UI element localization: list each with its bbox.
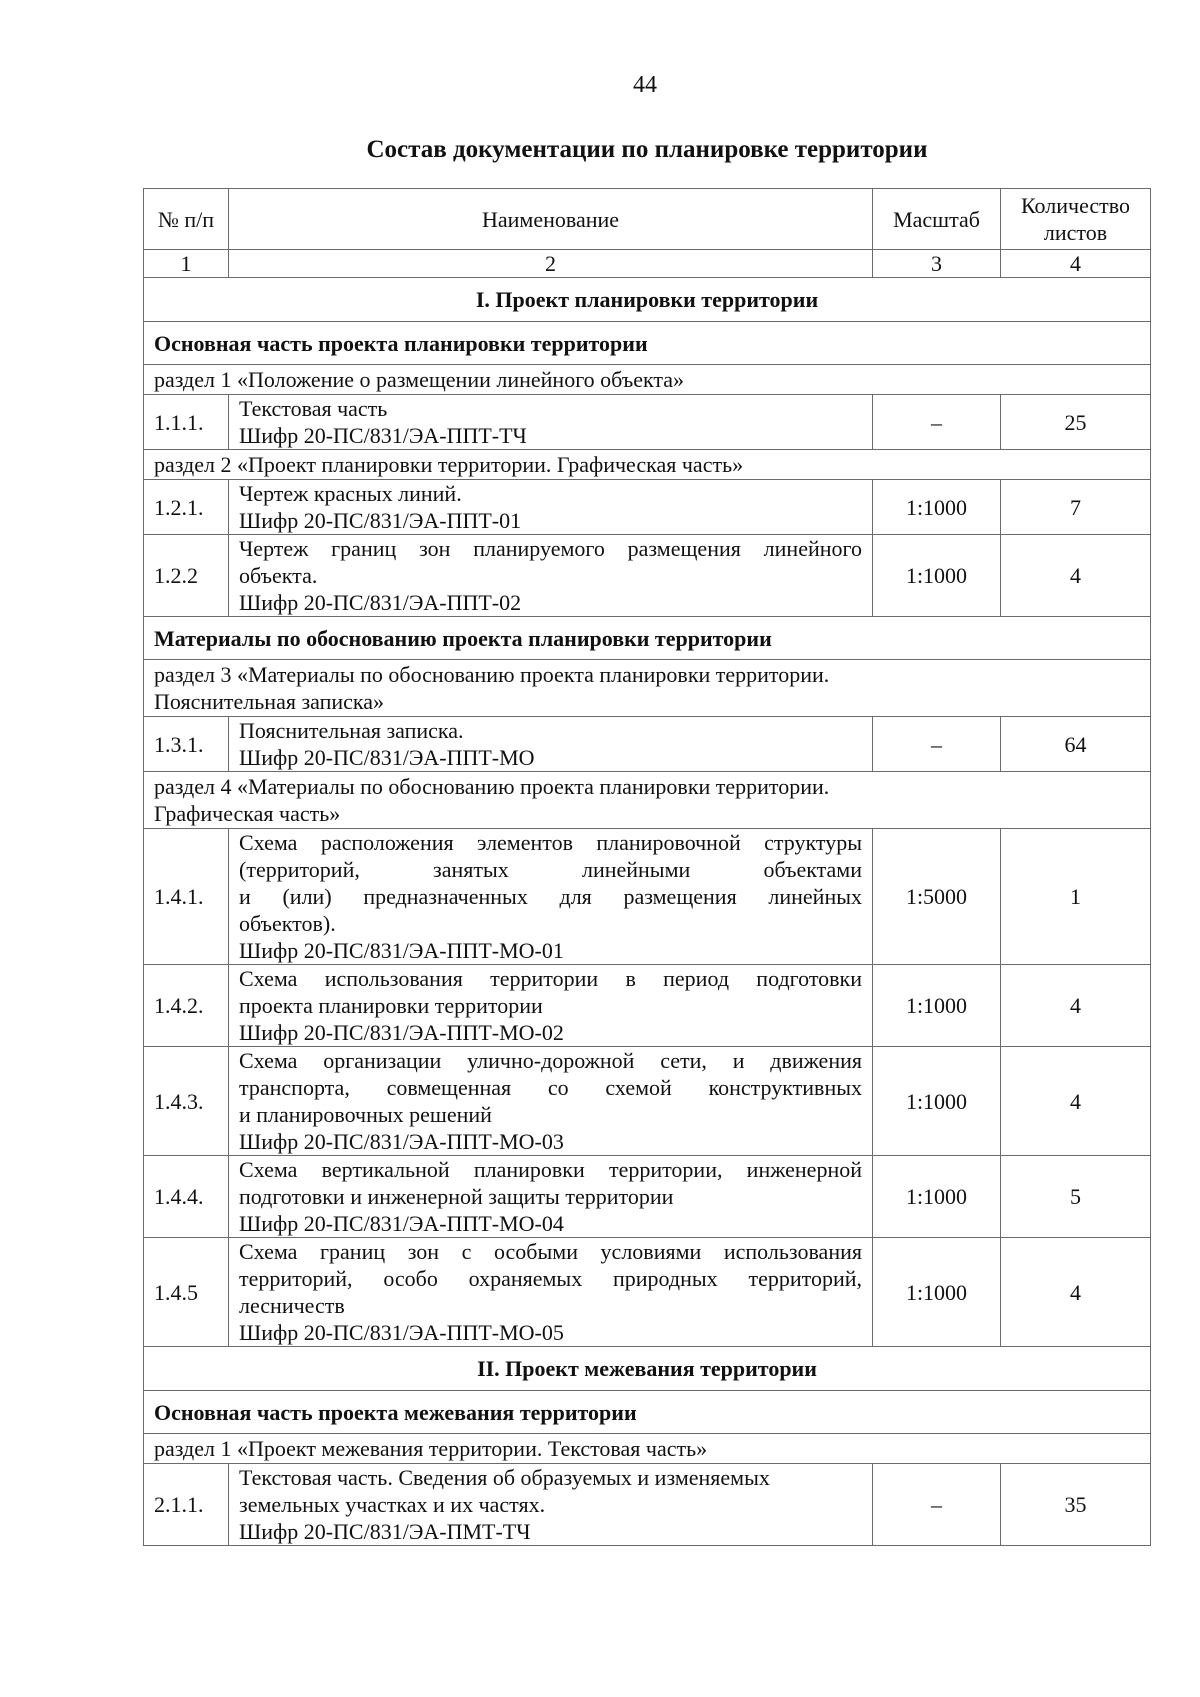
row-code: Шифр 20-ПС/831/ЭА-ППТ-МО (239, 745, 535, 770)
row-scale: – (873, 1464, 1001, 1546)
table-row (144, 965, 1151, 1047)
row-name (229, 395, 873, 450)
row-name (229, 829, 873, 965)
row-sheets: 4 (1001, 1238, 1151, 1347)
table-row (144, 1238, 1151, 1347)
row-code: Шифр 20-ПС/831/ЭА-ПМТ-ТЧ (239, 1519, 531, 1544)
header-sheets-line1: Количество (1020, 193, 1131, 218)
row-name-line: Схема организации улично-дорожной сети, и движения (239, 1048, 862, 1073)
row-number: 1.4.5 (144, 1238, 229, 1347)
row-scale: 1:5000 (873, 829, 1001, 965)
row-name-line: и планировочных решений (239, 1102, 492, 1127)
section-title-line: Пояснительная записка» (154, 689, 385, 714)
row-number: 1.1.1. (144, 395, 229, 450)
row-number: 1.3.1. (144, 717, 229, 772)
page-number: 44 (633, 72, 657, 98)
documentation-table (143, 188, 1151, 1546)
row-code: Шифр 20-ПС/831/ЭА-ППТ-МО-05 (239, 1320, 564, 1345)
row-name-line: Текстовая часть. Сведения об образуемых и изменяемых (239, 1465, 770, 1490)
row-number: 1.2.2 (144, 535, 229, 617)
row-name (229, 717, 873, 772)
row-sheets: 5 (1001, 1156, 1151, 1238)
row-scale: 1:1000 (873, 1238, 1001, 1347)
table-row (144, 535, 1151, 617)
column-number: 3 (873, 250, 1001, 278)
section-row (144, 660, 1151, 717)
section-row (144, 450, 1151, 480)
row-scale: 1:1000 (873, 965, 1001, 1047)
row-code: Шифр 20-ПС/831/ЭА-ППТ-02 (239, 590, 522, 615)
table-row (144, 1047, 1151, 1156)
row-name-line: Текстовая часть (239, 396, 388, 421)
row-code: Шифр 20-ПС/831/ЭА-ППТ-МО-04 (239, 1211, 564, 1236)
part-heading: I. Проект планировки территории (144, 278, 1151, 322)
row-name-line: объектов). (239, 911, 336, 936)
subpart-heading-row (144, 1391, 1151, 1434)
row-name-line: и (или) предназначенных для размещения линейных (239, 884, 862, 909)
row-number: 1.4.2. (144, 965, 229, 1047)
row-scale: 1:1000 (873, 1047, 1001, 1156)
subpart-heading: Материалы по обоснованию проекта планировки территории (144, 617, 1151, 660)
row-sheets: 1 (1001, 829, 1151, 965)
row-scale: – (873, 717, 1001, 772)
row-sheets: 25 (1001, 395, 1151, 450)
row-sheets: 4 (1001, 965, 1151, 1047)
section-title-line: раздел 3 «Материалы по обоснованию проекта планировки территории. (154, 662, 830, 687)
header-scale: Масштаб (873, 189, 1001, 250)
section-title: раздел 2 «Проект планировки территории. Графическая часть» (144, 450, 1151, 480)
row-sheets: 4 (1001, 1047, 1151, 1156)
section-title-line: Графическая часть» (154, 801, 341, 826)
row-name-line: Чертеж красных линий. (239, 481, 462, 506)
row-number: 1.4.4. (144, 1156, 229, 1238)
row-name-line: Схема использования территории в период подготовки (239, 966, 862, 991)
header-num: № п/п (144, 189, 229, 250)
row-name-line: подготовки и инженерной защиты территории (239, 1184, 674, 1209)
row-name (229, 1464, 873, 1546)
table-row (144, 395, 1151, 450)
table-header-row (144, 189, 1151, 250)
row-name-line: земельных участках и их частях. (239, 1492, 546, 1517)
table-row (144, 1464, 1151, 1546)
column-numbers-row (144, 250, 1151, 278)
column-number: 1 (144, 250, 229, 278)
column-number: 4 (1001, 250, 1151, 278)
section-title-line: раздел 4 «Материалы по обоснованию проекта планировки территории. (154, 774, 830, 799)
part-heading: II. Проект межевания территории (144, 1347, 1151, 1391)
row-name-line: Схема границ зон с особыми условиями использования (239, 1239, 862, 1264)
row-sheets: 7 (1001, 480, 1151, 535)
row-number: 1.2.1. (144, 480, 229, 535)
row-name-line: Чертеж границ зон планируемого размещения линейного (239, 536, 862, 561)
row-name-line: транспорта, совмещенная со схемой конструктивных (239, 1075, 862, 1100)
row-code: Шифр 20-ПС/831/ЭА-ППТ-ТЧ (239, 423, 527, 448)
section-row (144, 365, 1151, 395)
row-name-line: территорий, особо охраняемых природных территорий, (239, 1266, 862, 1291)
part-heading-row (144, 1347, 1151, 1391)
row-sheets: 64 (1001, 717, 1151, 772)
table-row (144, 1156, 1151, 1238)
row-code: Шифр 20-ПС/831/ЭА-ППТ-МО-02 (239, 1020, 564, 1045)
row-code: Шифр 20-ПС/831/ЭА-ППТ-01 (239, 508, 522, 533)
row-scale: 1:1000 (873, 480, 1001, 535)
row-number: 2.1.1. (144, 1464, 229, 1546)
row-name-line: проекта планировки территории (239, 993, 543, 1018)
row-name-line: лесничеств (239, 1293, 345, 1318)
row-sheets: 4 (1001, 535, 1151, 617)
row-number: 1.4.3. (144, 1047, 229, 1156)
column-number: 2 (229, 250, 873, 278)
row-name (229, 1156, 873, 1238)
row-code: Шифр 20-ПС/831/ЭА-ППТ-МО-01 (239, 938, 564, 963)
header-sheets-line2: листов (1043, 220, 1108, 245)
subpart-heading: Основная часть проекта межевания территории (144, 1391, 1151, 1434)
row-number: 1.4.1. (144, 829, 229, 965)
subpart-heading-row (144, 322, 1151, 365)
header-name: Наименование (229, 189, 873, 250)
section-title (144, 660, 1151, 717)
row-sheets: 35 (1001, 1464, 1151, 1546)
row-name (229, 535, 873, 617)
row-name-line: (территорий, занятых линейными объектами (239, 857, 862, 882)
row-name-line: Схема расположения элементов планировочной структуры (239, 830, 862, 855)
row-scale: – (873, 395, 1001, 450)
header-sheets (1001, 189, 1151, 250)
table-row (144, 829, 1151, 965)
section-row (144, 772, 1151, 829)
section-title: раздел 1 «Проект межевания территории. Текстовая часть» (144, 1434, 1151, 1464)
row-name (229, 965, 873, 1047)
row-code: Шифр 20-ПС/831/ЭА-ППТ-МО-03 (239, 1129, 564, 1154)
subpart-heading: Основная часть проекта планировки территории (144, 322, 1151, 365)
row-scale: 1:1000 (873, 1156, 1001, 1238)
table-row (144, 480, 1151, 535)
row-name-line: Пояснительная записка. (239, 718, 464, 743)
section-title: раздел 1 «Положение о размещении линейного объекта» (144, 365, 1151, 395)
row-name-line: объекта. (239, 563, 318, 588)
row-scale: 1:1000 (873, 535, 1001, 617)
row-name-line: Схема вертикальной планировки территории, инженерной (239, 1157, 862, 1182)
row-name (229, 480, 873, 535)
row-name (229, 1238, 873, 1347)
row-name (229, 1047, 873, 1156)
section-row (144, 1434, 1151, 1464)
part-heading-row (144, 278, 1151, 322)
section-title (144, 772, 1151, 829)
document-title: Состав документации по планировке территории (366, 136, 928, 163)
table-row (144, 717, 1151, 772)
subpart-heading-row (144, 617, 1151, 660)
